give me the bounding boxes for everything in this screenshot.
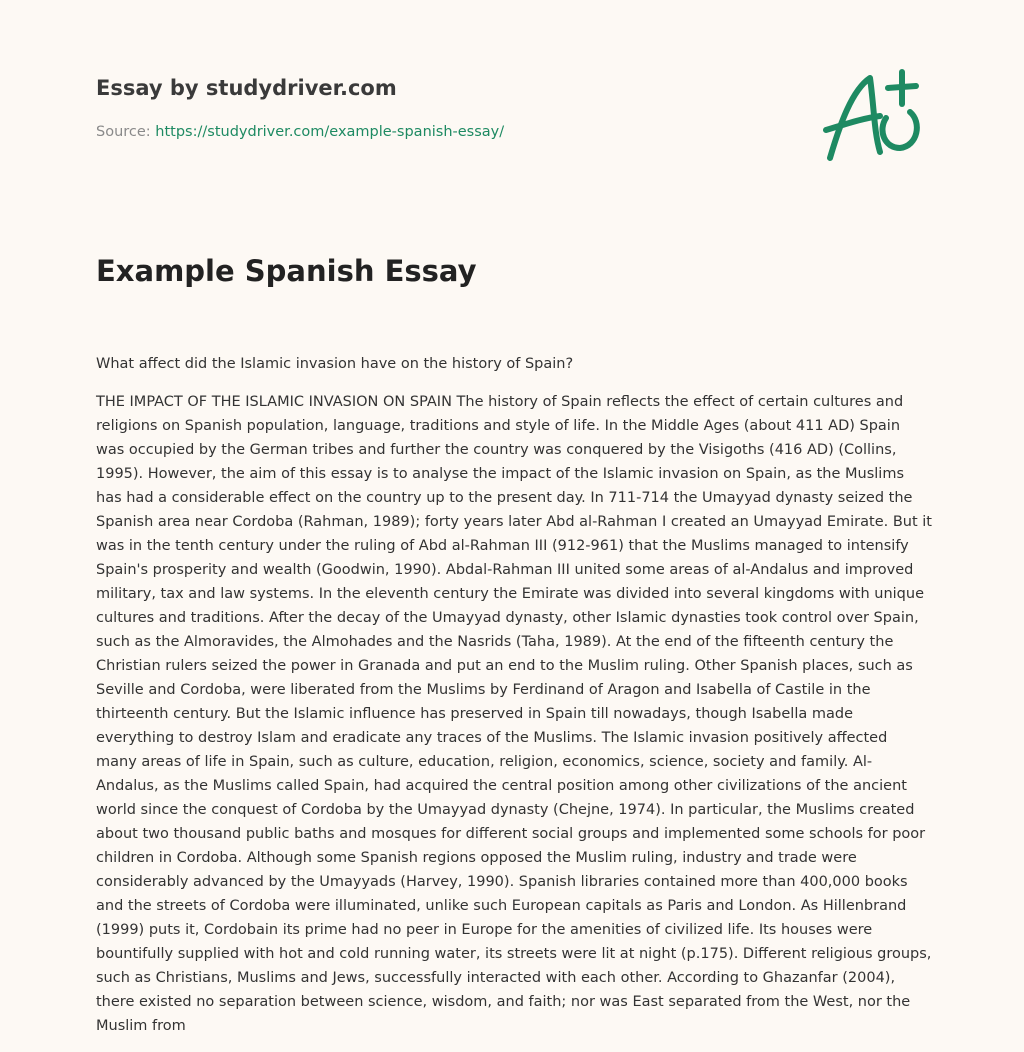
essay-body: THE IMPACT OF THE ISLAMIC INVASION ON SPAIN The history of Spain reflects the effect of certain cultures and religions on Spanish population, language, traditions and style of life. In the Middle Ages (about 411 AD) Spain was occupied by the German tribes and further the country was conquered by the Visigoths (416 AD) (Collins, 1995). However, the aim of this essay is to analyse the impact of the Islamic invasion on Spain, as the Muslims has had a considerable effect on the country up to the present day. In 711-714 the Umayyad dynasty seized the Spanish area near Cordoba (Rahman, 1989); forty years later Abd al-Rahman I created an Umayyad Emirate. But it was in the tenth century under the ruling of Abd al-Rahman III (912-961) that the Muslims managed to intensify Spain's prosperity and wealth (Goodwin, 1990). Abdal-Rahman III united some areas of al-Andalus and improved military, tax and law systems. In the eleventh century the Emirate was divided into several kingdoms with unique cultures and traditions. After the decay of the Umayyad dynasty, other Islamic dynasties took control over Spain, such as the Almoravides, the Almohades and the Nasrids (Taha, 1989). At the end of the fifteenth century the Christian rulers seized the power in Granada and put an end to the Muslim ruling. Other Spanish places, such as Seville and Cordoba, were liberated from the Muslims by Ferdinand of Aragon and Isabella of Castile in the thirteenth century. But the Islamic influence has preserved in Spain till nowadays, though Isabella made everything to destroy Islam and eradicate any traces of the Muslims. The Islamic invasion positively affected many areas of life in Spain, such as culture, education, religion, economics, science, society and family. Al-Andalus, as the Muslims called Spain, had acquired the central position among other civilizations of the ancient world since the conquest of Cordoba by the Umayyad dynasty (Chejne, 1974). In particular, the Muslims created about two thousand public baths and mosques for different social groups and implemented some schools for poor children in Cordoba. Although some Spanish regions opposed the Muslim ruling, industry and trade were considerably advanced by the Umayyads (Harvey, 1990). Spanish libraries contained more than 400,000 books and the streets of Cordoba were illuminated, unlike such European capitals as Paris and London. As Hillenbrand (1999) puts it, Cordobain its prime had no peer in Europe for the amenities of civilized life. Its houses were bountifully supplied with hot and cold running water, its streets were lit at night (p.175). Different religious groups, such as Christians, Muslims and Jews, successfully interacted with each other. According to Ghazanfar (2004), there existed no separation between science, wisdom, and faith; nor was East separated from the West, nor the Muslim from bbox=[96, 394, 932, 1034]
source-label: Source: bbox=[96, 124, 151, 140]
source-link[interactable]: https://studydriver.com/example-spanish-essay/ bbox=[155, 124, 505, 140]
a-plus-grade-logo-icon bbox=[818, 66, 930, 166]
essay-question: What affect did the Islamic invasion have on the history of Spain? bbox=[96, 356, 574, 372]
essay-title: Example Spanish Essay bbox=[96, 254, 477, 288]
site-title: Essay by studydriver.com bbox=[96, 76, 397, 100]
source-line bbox=[96, 124, 504, 140]
